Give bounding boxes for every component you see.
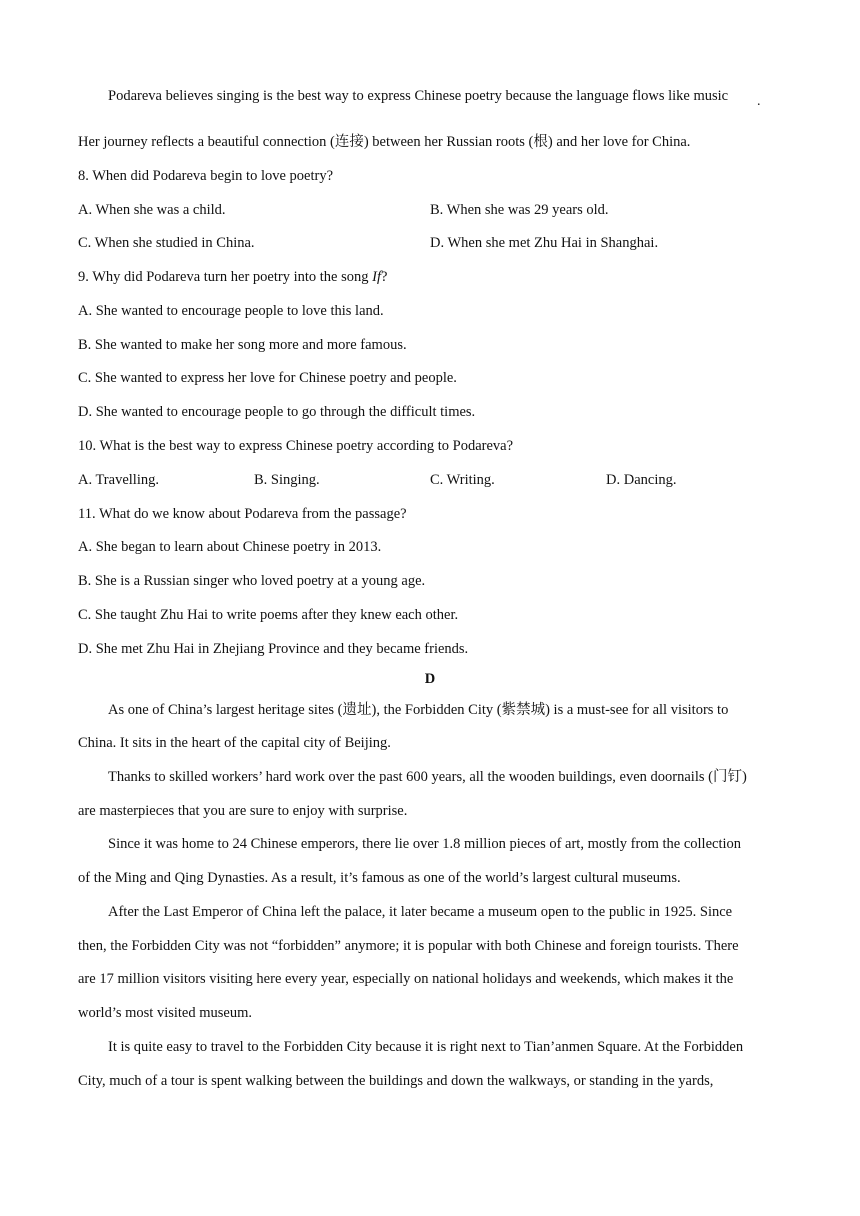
question-9-option-d: D. She wanted to encourage people to go through the difficult times.	[78, 404, 476, 420]
question-10-option-c: C. Writing.	[430, 472, 495, 488]
passage-line: Podareva believes singing is the best way to express Chinese poetry because the language flows like music	[108, 88, 729, 104]
passage-line: Her journey reflects a beautiful connection (连接) between her Russian roots (根) and her love for China.	[78, 134, 691, 150]
question-10-option-a: A. Travelling.	[78, 472, 159, 488]
passage-d-line: City, much of a tour is spent walking between the buildings and down the walkways, or standing in the yards,	[78, 1073, 714, 1089]
question-9-stem	[78, 267, 387, 287]
passage-d-line: of the Ming and Qing Dynasties. As a result, it’s famous as one of the world’s largest cultural museums.	[78, 870, 681, 886]
passage-d-line: then, the Forbidden City was not “forbidden” anymore; it is popular with both Chinese and foreign tourists. There	[78, 938, 739, 954]
question-8-option-b: B. When she was 29 years old.	[430, 202, 609, 218]
passage-d-line: It is quite easy to travel to the Forbidden City because it is right next to Tian’anmen Square. At the Forbidden	[108, 1039, 744, 1055]
question-8-option-d: D. When she met Zhu Hai in Shanghai.	[430, 235, 659, 251]
passage-d-line: Thanks to skilled workers’ hard work over the past 600 years, all the wooden buildings, even doornails (门钉)	[108, 769, 747, 785]
question-9-option-c: C. She wanted to express her love for Chinese poetry and people.	[78, 370, 457, 386]
question-8-stem: 8. When did Podareva begin to love poetry?	[78, 168, 334, 184]
question-10-option-d: D. Dancing.	[606, 472, 677, 488]
question-8-option-c: C. When she studied in China.	[78, 235, 255, 251]
question-9-option-b: B. She wanted to make her song more and more famous.	[78, 337, 407, 353]
song-title: If	[372, 269, 381, 285]
question-11-option-b: B. She is a Russian singer who loved poetry at a young age.	[78, 573, 426, 589]
question-8-option-a: A. When she was a child.	[78, 202, 226, 218]
passage-d-line: are masterpieces that you are sure to enjoy with surprise.	[78, 803, 408, 819]
section-heading: D	[424, 671, 436, 687]
question-9-option-a: A. She wanted to encourage people to love this land.	[78, 303, 384, 319]
passage-d-line: After the Last Emperor of China left the palace, it later became a museum open to the public in 1925. Since	[108, 904, 733, 920]
question-10-option-b: B. Singing.	[254, 472, 320, 488]
question-11-option-d: D. She met Zhu Hai in Zhejiang Province and they became friends.	[78, 641, 469, 657]
question-9-stem-mark: ?	[380, 269, 388, 285]
passage-d-line: world’s most visited museum.	[78, 1005, 252, 1021]
question-11-stem: 11. What do we know about Podareva from the passage?	[78, 506, 407, 522]
question-10-stem: 10. What is the best way to express Chinese poetry according to Podareva?	[78, 438, 514, 454]
question-11-option-a: A. She began to learn about Chinese poetry in 2013.	[78, 539, 382, 555]
passage-d-line: are 17 million visitors visiting here every year, especially on national holidays and weekends, which makes it the	[78, 971, 734, 987]
passage-period-mark: .	[757, 94, 761, 109]
question-11-option-c: C. She taught Zhu Hai to write poems after they knew each other.	[78, 607, 459, 623]
passage-d-line: Since it was home to 24 Chinese emperors, there lie over 1.8 million pieces of art, mostly from the collection	[108, 836, 742, 852]
passage-d-line: China. It sits in the heart of the capital city of Beijing.	[78, 735, 391, 751]
passage-d-line: As one of China’s largest heritage sites (遗址), the Forbidden City (紫禁城) is a must-see for all visitors to	[108, 702, 729, 718]
question-9-stem-text: 9. Why did Podareva turn her poetry into the song	[78, 269, 373, 285]
